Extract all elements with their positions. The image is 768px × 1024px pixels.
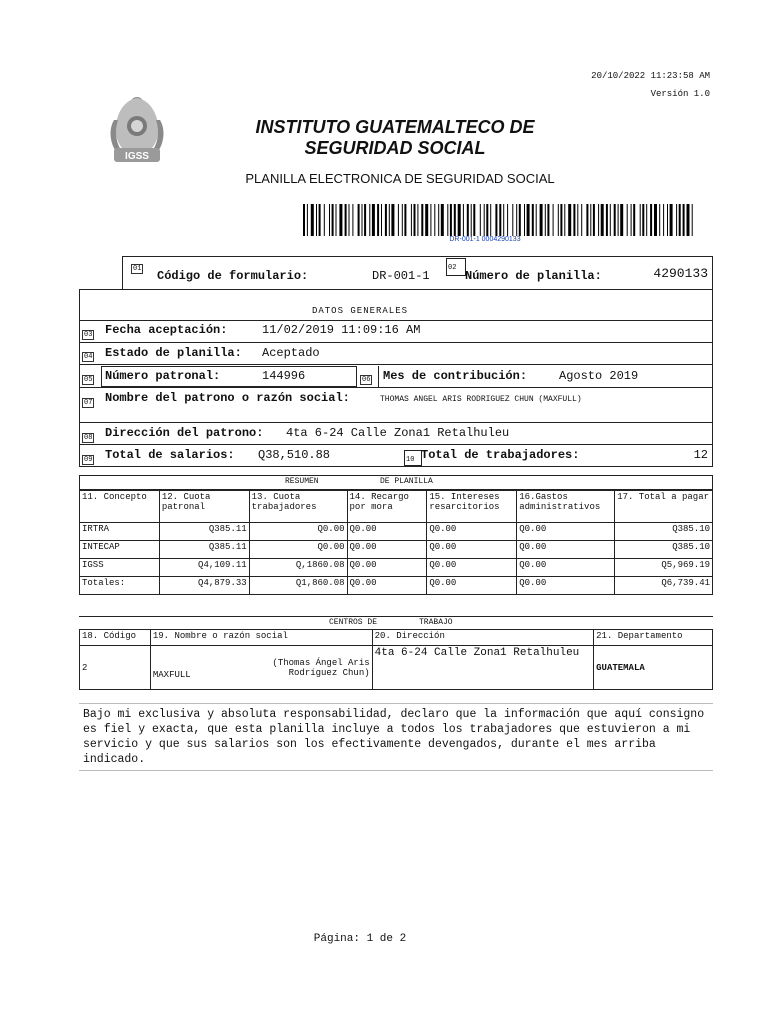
direccion-label: Dirección del patrono: xyxy=(105,426,264,440)
barcode-bar xyxy=(536,204,537,236)
resumen-header: 16.Gastos administrativos xyxy=(517,491,615,523)
barcode-bar xyxy=(362,204,363,236)
cell-total: Q385.10 xyxy=(615,541,713,559)
version-label: Versión 1.0 xyxy=(650,89,710,99)
cell-recargo: Q0.00 xyxy=(347,559,427,577)
barcode-bar xyxy=(650,204,652,236)
salarios-label: Total de salarios: xyxy=(105,448,235,462)
cell-trabajadores: Q,1860.08 xyxy=(249,559,347,577)
page-subtitle: PLANILLA ELECTRONICA DE SEGURIDAD SOCIAL xyxy=(245,171,555,186)
barcode-bar xyxy=(336,204,337,236)
direccion-value: 4ta 6-24 Calle Zona1 Retalhuleu xyxy=(286,426,510,440)
centros-table xyxy=(79,629,713,690)
cell-patronal: Q4,879.33 xyxy=(159,577,249,595)
barcode-bar xyxy=(692,204,693,236)
barcode-bar xyxy=(425,204,428,236)
planilla-label: Número de planilla: xyxy=(465,269,602,283)
centros-heading-left: CENTROS DE xyxy=(329,618,378,627)
barcode-bar xyxy=(560,204,562,236)
barcode-bar xyxy=(507,204,508,236)
cell-intereses: Q0.00 xyxy=(427,541,517,559)
barcode-bar xyxy=(454,204,456,236)
barcode-text: DR-001-1 0004290133 xyxy=(449,236,521,243)
barcode-bar xyxy=(377,204,379,236)
barcode-bar xyxy=(391,204,394,236)
barcode-bar xyxy=(447,204,448,236)
cell-trabajadores: Q0.00 xyxy=(249,541,347,559)
centro-nombre xyxy=(150,646,372,690)
barcode-bar xyxy=(503,204,504,236)
barcode-bar xyxy=(389,204,390,236)
cell-concepto: IRTRA xyxy=(80,523,160,541)
centros-header: 21. Departamento xyxy=(594,630,713,646)
table-row-totals xyxy=(80,577,713,595)
centro-direccion: 4ta 6-24 Calle Zona1 Retalhuleu xyxy=(372,646,594,690)
field-number-02: 02 xyxy=(448,263,457,272)
cell-intereses: Q0.00 xyxy=(427,523,517,541)
cell-intereses: Q0.00 xyxy=(427,559,517,577)
barcode-bar xyxy=(633,204,635,236)
barcode-bar xyxy=(642,204,644,236)
timestamp: 20/10/2022 11:23:58 AM xyxy=(591,71,710,81)
cell-recargo: Q0.00 xyxy=(347,577,427,595)
field-number-01: 01 xyxy=(133,264,142,273)
barcode-bar xyxy=(345,204,347,236)
barcode-bar xyxy=(404,204,406,236)
barcode-bar xyxy=(316,204,317,236)
table-row xyxy=(80,646,713,690)
barcode-bar xyxy=(593,204,595,236)
barcode-bar xyxy=(676,204,677,236)
barcode-bar xyxy=(598,204,599,236)
title-line1: INSTITUTO GUATEMALTECO DE xyxy=(255,117,535,137)
barcode-bar xyxy=(441,204,444,236)
page-number: Página: 1 de 2 xyxy=(313,933,407,945)
barcode-bar xyxy=(324,204,325,236)
barcode-bar xyxy=(372,204,375,236)
barcode-bar xyxy=(329,204,330,236)
barcode xyxy=(303,204,695,236)
barcode-bar xyxy=(421,204,423,236)
barcode-bar xyxy=(610,204,611,236)
field-number-05: 05 xyxy=(84,375,93,384)
barcode-bar xyxy=(411,204,412,236)
nombre-label: Nombre del patrono o razón social: xyxy=(105,391,350,405)
resumen-header: 12. Cuota patronal xyxy=(159,491,249,523)
cell-concepto: Totales: xyxy=(80,577,160,595)
barcode-bar xyxy=(568,204,571,236)
cell-total: Q6,739.41 xyxy=(615,577,713,595)
barcode-bar xyxy=(352,204,353,236)
centros-heading-bar xyxy=(79,616,713,629)
estado-value: Aceptado xyxy=(262,346,320,360)
salarios-value: Q38,510.88 xyxy=(258,448,331,462)
barcode-bar xyxy=(311,204,314,236)
barcode-bar xyxy=(499,204,501,236)
table-row xyxy=(80,523,713,541)
barcode-bar xyxy=(679,204,681,236)
cell-gastos: Q0.00 xyxy=(517,559,615,577)
cell-patronal: Q385.11 xyxy=(159,523,249,541)
barcode-bar xyxy=(385,204,387,236)
barcode-bar xyxy=(670,204,673,236)
cell-intereses: Q0.00 xyxy=(427,577,517,595)
table-row xyxy=(80,541,713,559)
cell-recargo: Q0.00 xyxy=(347,541,427,559)
resumen-heading-left: RESUMEN xyxy=(285,477,319,486)
barcode-bar xyxy=(303,204,305,236)
barcode-bar xyxy=(486,204,488,236)
barcode-bar xyxy=(381,204,382,236)
barcode-bar xyxy=(577,204,578,236)
cell-gastos: Q0.00 xyxy=(517,523,615,541)
table-row xyxy=(80,559,713,577)
centros-heading-right: TRABAJO xyxy=(419,618,453,627)
barcode-bar xyxy=(646,204,647,236)
cell-concepto: INTECAP xyxy=(80,541,160,559)
barcode-bar xyxy=(564,204,565,236)
barcode-bar xyxy=(463,204,464,236)
barcode-bar xyxy=(450,204,452,236)
patronal-value: 144996 xyxy=(262,369,306,383)
resumen-heading-right: DE PLANILLA xyxy=(380,477,433,486)
resumen-header: 13. Cuota trabajadores xyxy=(249,491,347,523)
trabajadores-value: 12 xyxy=(693,448,708,462)
datos-heading: DATOS GENERALES xyxy=(311,306,408,316)
page-title xyxy=(200,117,590,159)
barcode-bar xyxy=(667,204,668,236)
codigo-label: Código de formulario: xyxy=(157,269,309,283)
barcode-bar xyxy=(618,204,619,236)
cell-gastos: Q0.00 xyxy=(517,541,615,559)
barcode-bar xyxy=(473,204,475,236)
barcode-bar xyxy=(545,204,546,236)
patronal-label: Número patronal: xyxy=(105,369,221,383)
barcode-bar xyxy=(558,204,559,236)
mes-label: Mes de contribución: xyxy=(383,369,528,383)
barcode-bar xyxy=(683,204,685,236)
barcode-bar xyxy=(631,204,632,236)
cell-concepto: IGSS xyxy=(80,559,160,577)
resumen-table xyxy=(79,490,713,595)
barcode-bar xyxy=(573,204,575,236)
barcode-bar xyxy=(601,204,604,236)
planilla-value: 4290133 xyxy=(653,266,708,281)
barcode-bar xyxy=(606,204,608,236)
fecha-value: 11/02/2019 11:09:16 AM xyxy=(262,323,421,337)
barcode-bar xyxy=(438,204,439,236)
barcode-bar xyxy=(402,204,403,236)
barcode-bar xyxy=(430,204,431,236)
barcode-bar xyxy=(663,204,664,236)
cell-trabajadores: Q0.00 xyxy=(249,523,347,541)
centros-header: 19. Nombre o razón social xyxy=(150,630,372,646)
resumen-header: 15. Intereses resarcitorios xyxy=(427,491,517,523)
cell-patronal: Q4,109.11 xyxy=(159,559,249,577)
barcode-bar xyxy=(467,204,469,236)
declaracion-text: Bajo mi exclusiva y absoluta responsabilidad, declaro que la información que aquí consigno es fiel y exacta, que esta planilla incluye a todos los trabajadores que estuvieron a mi servicio y que sus salarios son los efectivamente devengados, durante el mes arriba indicado. xyxy=(79,703,713,771)
cell-gastos: Q0.00 xyxy=(517,577,615,595)
centro-codigo: 2 xyxy=(80,646,151,690)
logo-text: IGSS xyxy=(125,151,149,162)
igss-logo xyxy=(104,90,170,166)
field-number-03: 03 xyxy=(84,330,93,339)
codigo-value: DR-001-1 xyxy=(372,269,430,283)
barcode-bar xyxy=(339,204,342,236)
resumen-header: 14. Recargo por mora xyxy=(347,491,427,523)
barcode-bar xyxy=(512,204,513,236)
centros-header: 18. Código xyxy=(80,630,151,646)
barcode-bar xyxy=(519,204,521,236)
field-number-06: 06 xyxy=(362,375,371,384)
trabajadores-label: Total de trabajadores: xyxy=(421,448,580,462)
field-number-07: 07 xyxy=(84,398,93,407)
barcode-bar xyxy=(640,204,641,236)
barcode-bar xyxy=(516,204,517,236)
cell-trabajadores: Q1,860.08 xyxy=(249,577,347,595)
barcode-bar xyxy=(532,204,534,236)
barcode-bar xyxy=(349,204,350,236)
resumen-header: 11. Concepto xyxy=(80,491,160,523)
centro-departamento: GUATEMALA xyxy=(594,646,713,690)
barcode-bar xyxy=(484,204,485,236)
resumen-header: 17. Total a pagar xyxy=(615,491,713,523)
barcode-bar xyxy=(540,204,543,236)
barcode-bar xyxy=(319,204,321,236)
barcode-bar xyxy=(590,204,591,236)
estado-label: Estado de planilla: xyxy=(105,346,242,360)
barcode-bar xyxy=(417,204,418,236)
field-number-04: 04 xyxy=(84,352,93,361)
barcode-bar xyxy=(364,204,366,236)
field-number-09: 09 xyxy=(84,455,93,464)
cell-total: Q5,969.19 xyxy=(615,559,713,577)
barcode-bar xyxy=(627,204,628,236)
barcode-bar xyxy=(495,204,497,236)
barcode-bar xyxy=(553,204,554,236)
resumen-heading-bar xyxy=(79,475,713,490)
barcode-bar xyxy=(458,204,461,236)
nombre-value: THOMAS ANGEL ARIS RODRIGUEZ CHUN (MAXFULL) xyxy=(380,395,582,404)
barcode-bar xyxy=(369,204,370,236)
barcode-bar xyxy=(471,204,472,236)
cell-total: Q385.10 xyxy=(615,523,713,541)
field-number-08: 08 xyxy=(84,433,93,442)
barcode-bar xyxy=(659,204,660,236)
centro-nombre-a: MAXFULL xyxy=(152,669,191,680)
barcode-bar xyxy=(547,204,549,236)
cell-recargo: Q0.00 xyxy=(347,523,427,541)
field-number-10: 10 xyxy=(406,455,415,464)
barcode-bar xyxy=(434,204,435,236)
barcode-bar xyxy=(414,204,416,236)
barcode-bar xyxy=(581,204,582,236)
barcode-bar xyxy=(586,204,588,236)
cell-patronal: Q385.11 xyxy=(159,541,249,559)
title-line2: SEGURIDAD SOCIAL xyxy=(304,138,486,158)
centros-header: 20. Dirección xyxy=(372,630,594,646)
barcode-bar xyxy=(490,204,491,236)
barcode-bar xyxy=(620,204,623,236)
fecha-label: Fecha aceptación: xyxy=(105,323,228,337)
barcode-bar xyxy=(332,204,334,236)
barcode-bar xyxy=(524,204,525,236)
barcode-bar xyxy=(687,204,690,236)
barcode-bar xyxy=(398,204,399,236)
centro-nombre-b: (Thomas Ángel Aris Rodríguez Chun) xyxy=(272,657,370,678)
barcode-bar xyxy=(654,204,657,236)
mes-value: Agosto 2019 xyxy=(559,369,639,383)
barcode-bar xyxy=(307,204,308,236)
barcode-bar xyxy=(527,204,530,236)
barcode-bar xyxy=(358,204,360,236)
barcode-bar xyxy=(480,204,481,236)
barcode-bar xyxy=(614,204,616,236)
